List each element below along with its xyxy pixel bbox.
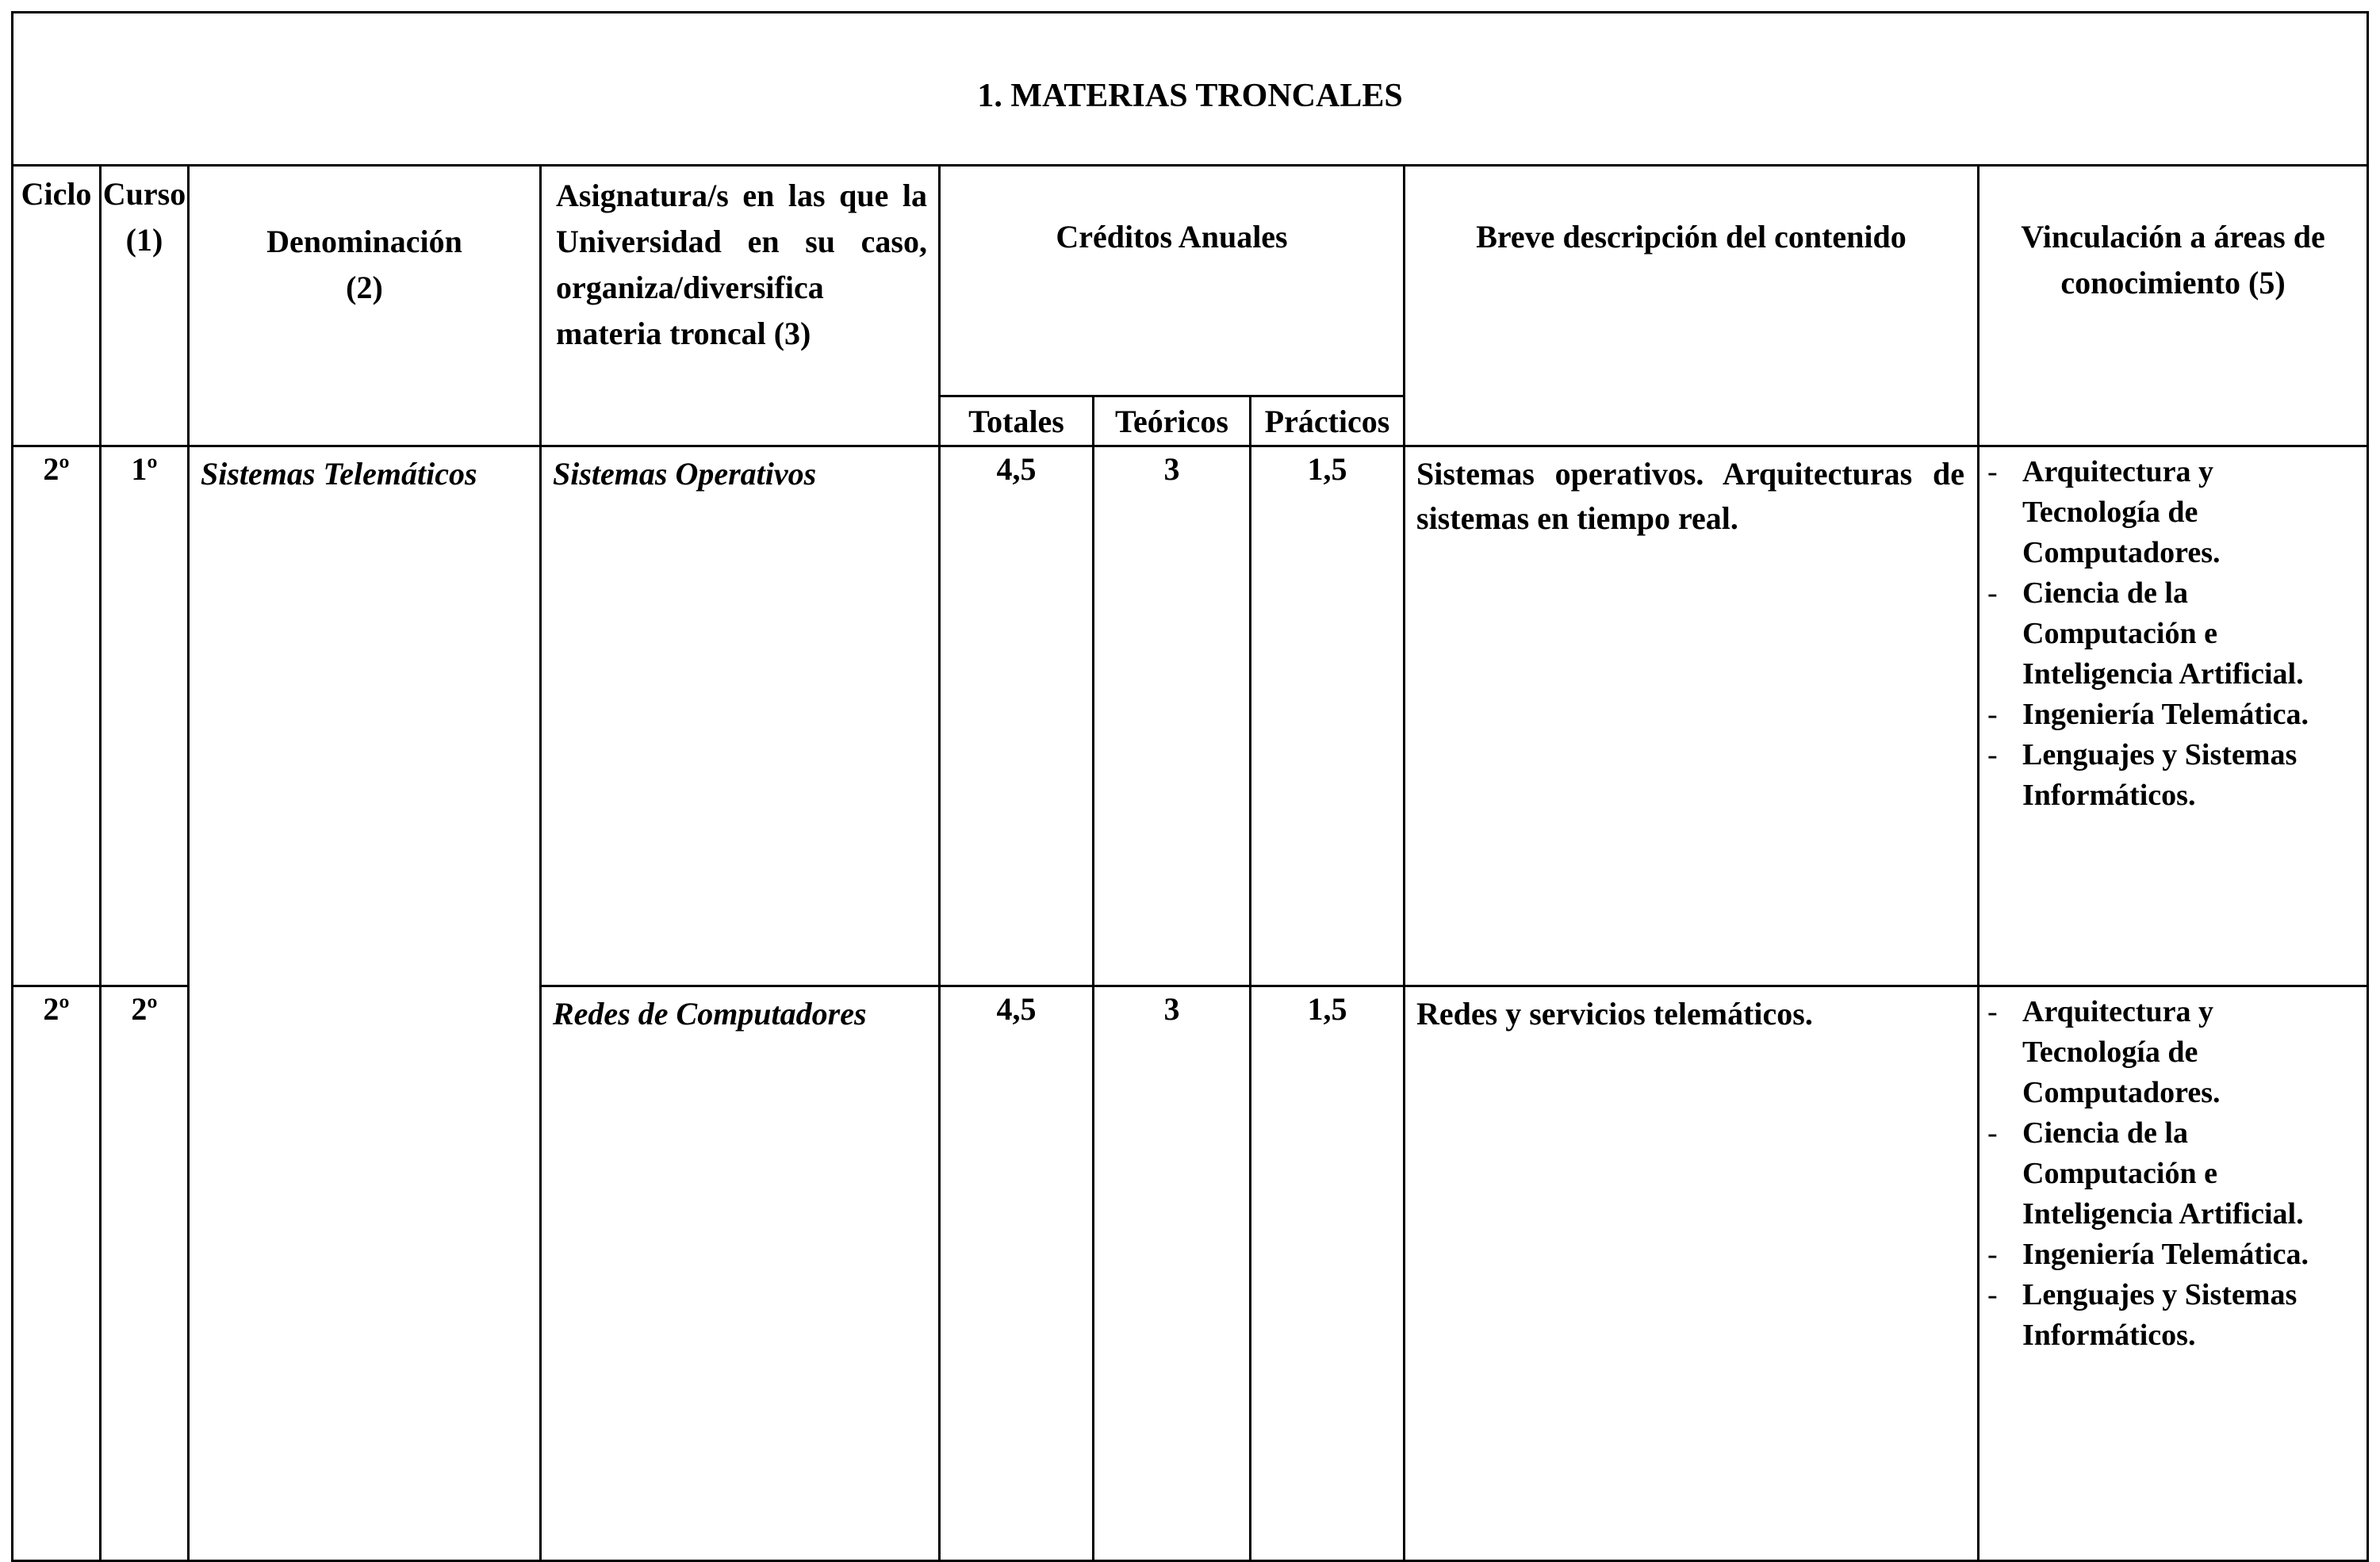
list-item: [1980, 735, 2357, 816]
list-item: [1980, 695, 2357, 735]
cell-practicos: 1,5: [1251, 986, 1405, 1561]
dash-marker: -: [1987, 1278, 1998, 1311]
dash-marker: -: [1987, 698, 1998, 731]
header-curso-note: (1): [125, 222, 163, 258]
header-denominacion: [189, 166, 541, 446]
cell-asignatura: Redes de Computadores: [541, 986, 940, 1561]
area-label: Arquitectura y Tecnología de Computadores.: [2022, 995, 2221, 1109]
header-ciclo-label: Ciclo: [21, 176, 92, 212]
table-row: [13, 446, 2368, 986]
header-asignaturas: Asignatura/s en las que la Universidad en su caso, organiza/diversifica materia troncal (3): [541, 166, 940, 446]
header-practicos: Prácticos: [1251, 396, 1405, 446]
cell-ciclo: 2º: [13, 446, 101, 986]
header-teoricos: Teóricos: [1094, 396, 1251, 446]
table-title: 1. MATERIAS TRONCALES: [13, 13, 2368, 166]
area-label: Lenguajes y Sistemas Informáticos.: [2022, 738, 2298, 812]
cell-areas: [1979, 446, 2368, 986]
header-denominacion-note: (2): [346, 270, 383, 305]
list-item: [1980, 573, 2357, 695]
list-item: [1980, 1275, 2357, 1356]
cell-practicos: 1,5: [1251, 446, 1405, 986]
dash-marker: -: [1987, 995, 1998, 1028]
header-denominacion-label: Denominación: [266, 224, 462, 259]
header-creditos: Créditos Anuales: [940, 166, 1405, 396]
area-label: Arquitectura y Tecnología de Computadores.: [2022, 455, 2221, 569]
area-label: Ciencia de la Computación e Inteligencia Artificial.: [2022, 576, 2304, 691]
cell-asignatura: Sistemas Operativos: [541, 446, 940, 986]
header-descripcion: Breve descripción del contenido: [1405, 166, 1979, 446]
area-label: Ingeniería Telemática.: [2022, 1238, 2309, 1271]
list-item: [1980, 452, 2357, 573]
list-item: [1980, 1113, 2357, 1235]
dash-marker: -: [1987, 1238, 1998, 1271]
header-vinculacion: Vinculación a áreas de conocimiento (5): [1979, 166, 2368, 446]
cell-ciclo: 2º: [13, 986, 101, 1561]
dash-marker: -: [1987, 455, 1998, 488]
cell-totales: 4,5: [940, 986, 1094, 1561]
cell-denominacion: Sistemas Telemáticos: [189, 446, 541, 1561]
area-label: Ingeniería Telemática.: [2022, 698, 2309, 731]
dash-marker: -: [1987, 1116, 1998, 1150]
header-curso-label: Curso: [102, 176, 186, 212]
cell-descripcion: Sistemas operativos. Arquitecturas de sistemas en tiempo real.: [1405, 446, 1979, 986]
dash-marker: -: [1987, 738, 1998, 771]
list-item: [1980, 1235, 2357, 1275]
area-label: Lenguajes y Sistemas Informáticos.: [2022, 1278, 2298, 1352]
list-item: [1980, 992, 2357, 1113]
cell-teoricos: 3: [1094, 446, 1251, 986]
cell-totales: 4,5: [940, 446, 1094, 986]
areas-list: [1980, 987, 2367, 1356]
cell-curso: 1º: [101, 446, 189, 986]
area-label: Ciencia de la Computación e Inteligencia Artificial.: [2022, 1116, 2304, 1231]
cell-curso: 2º: [101, 986, 189, 1561]
cell-descripcion: Redes y servicios telemáticos.: [1405, 986, 1979, 1561]
cell-teoricos: 3: [1094, 986, 1251, 1561]
areas-list: [1980, 447, 2367, 816]
dash-marker: -: [1987, 576, 1998, 610]
header-ciclo: [13, 166, 101, 446]
header-curso: [101, 166, 189, 446]
cell-areas: [1979, 986, 2368, 1561]
header-totales: Totales: [940, 396, 1094, 446]
materias-troncales-table: [11, 11, 2369, 1562]
